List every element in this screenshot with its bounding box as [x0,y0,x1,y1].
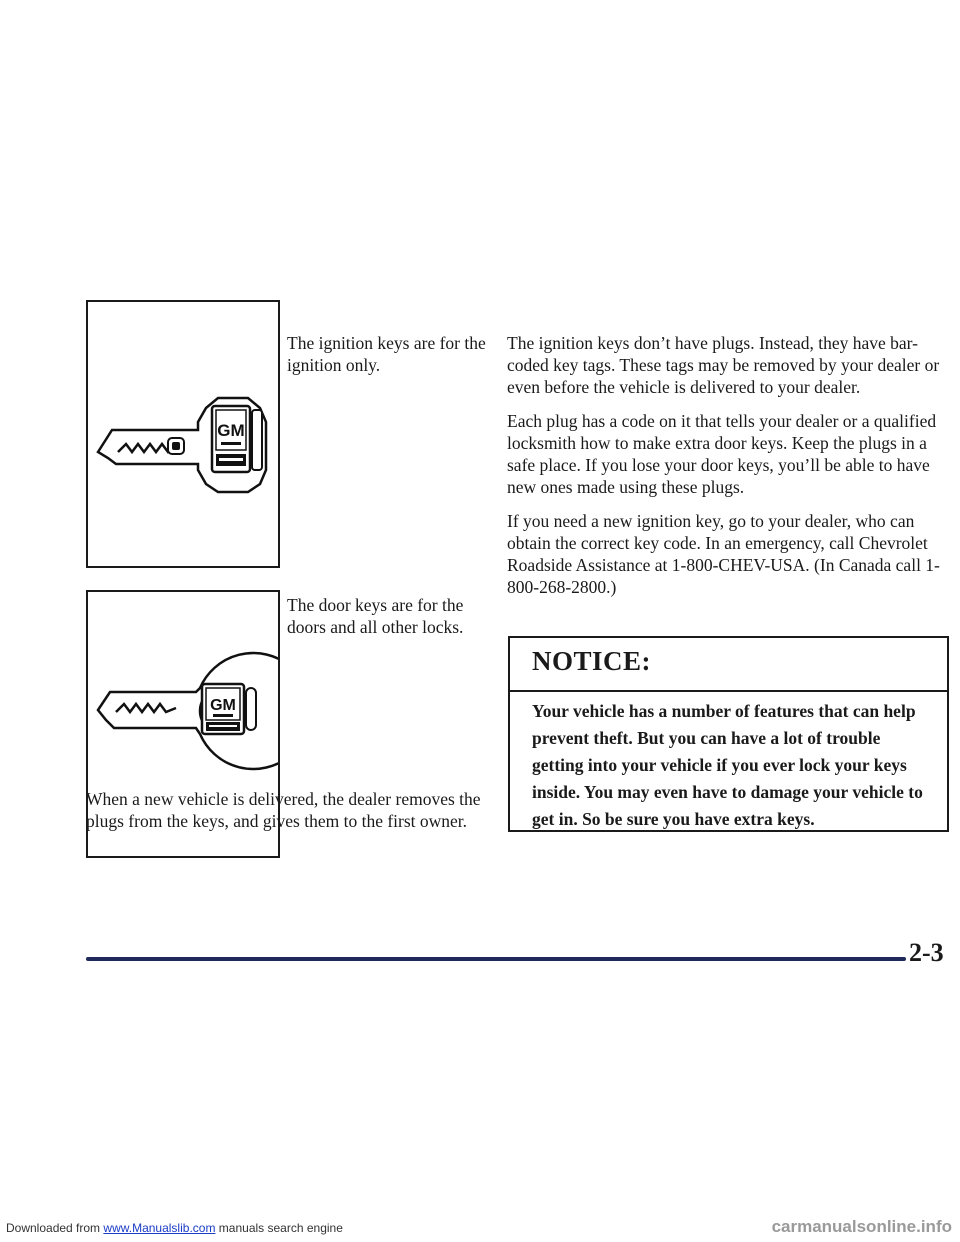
paragraph-plug-code: Each plug has a code on it that tells your dealer or a qualified locksmith how to make extra door keys. Keep the plugs in a safe place. If you lose your door keys, you’ll be able to have new ones made using these plugs. [507,411,937,497]
download-footer [6,1221,343,1235]
footer-prefix: Downloaded from [6,1221,101,1235]
paragraph-ignition-plugs: The ignition keys don’t have plugs. Instead, they have bar-coded key tags. These tags may be removed by your dealer or even before the vehicle is delivered to your dealer. [507,333,940,397]
footer-rule [86,957,906,961]
watermark: carmanualsonline.info [771,1217,952,1236]
ignition-key-figure [86,300,280,568]
paragraph-new-ignition-key: If you need a new ignition key, go to your dealer, who can obtain the correct key code. In an emergency, call Chevrolet Roadside Assistance at 1-800-CHEV-USA. (In Canada call 1-800-268-2800.) [507,511,940,597]
ignition-key-logo: GM [217,421,245,440]
footer-suffix: manuals search engine [218,1221,343,1235]
page-number: 2-3 [909,938,944,967]
ignition-key-icon [88,302,278,566]
right-column [507,332,945,610]
notice-body: Your vehicle has a number of features that can help prevent theft. But you can have a lot of trouble getting into your vehicle if you ever lock your keys inside. You may even have to damage your vehicle to get in. So be sure you have extra keys. [532,701,923,829]
notice-heading: NOTICE: [510,638,947,692]
door-keys-caption: The door keys are for the doors and all other locks. [287,595,464,637]
manualslib-link[interactable]: www.Manualslib.com [103,1221,216,1235]
door-key-logo: GM [210,697,236,714]
notice-box [508,636,949,832]
ignition-keys-caption: The ignition keys are for the ignition only. [287,333,486,375]
paragraph-dealer-removes-plugs: When a new vehicle is delivered, the dealer removes the plugs from the keys, and gives them to the first owner. [86,789,481,831]
